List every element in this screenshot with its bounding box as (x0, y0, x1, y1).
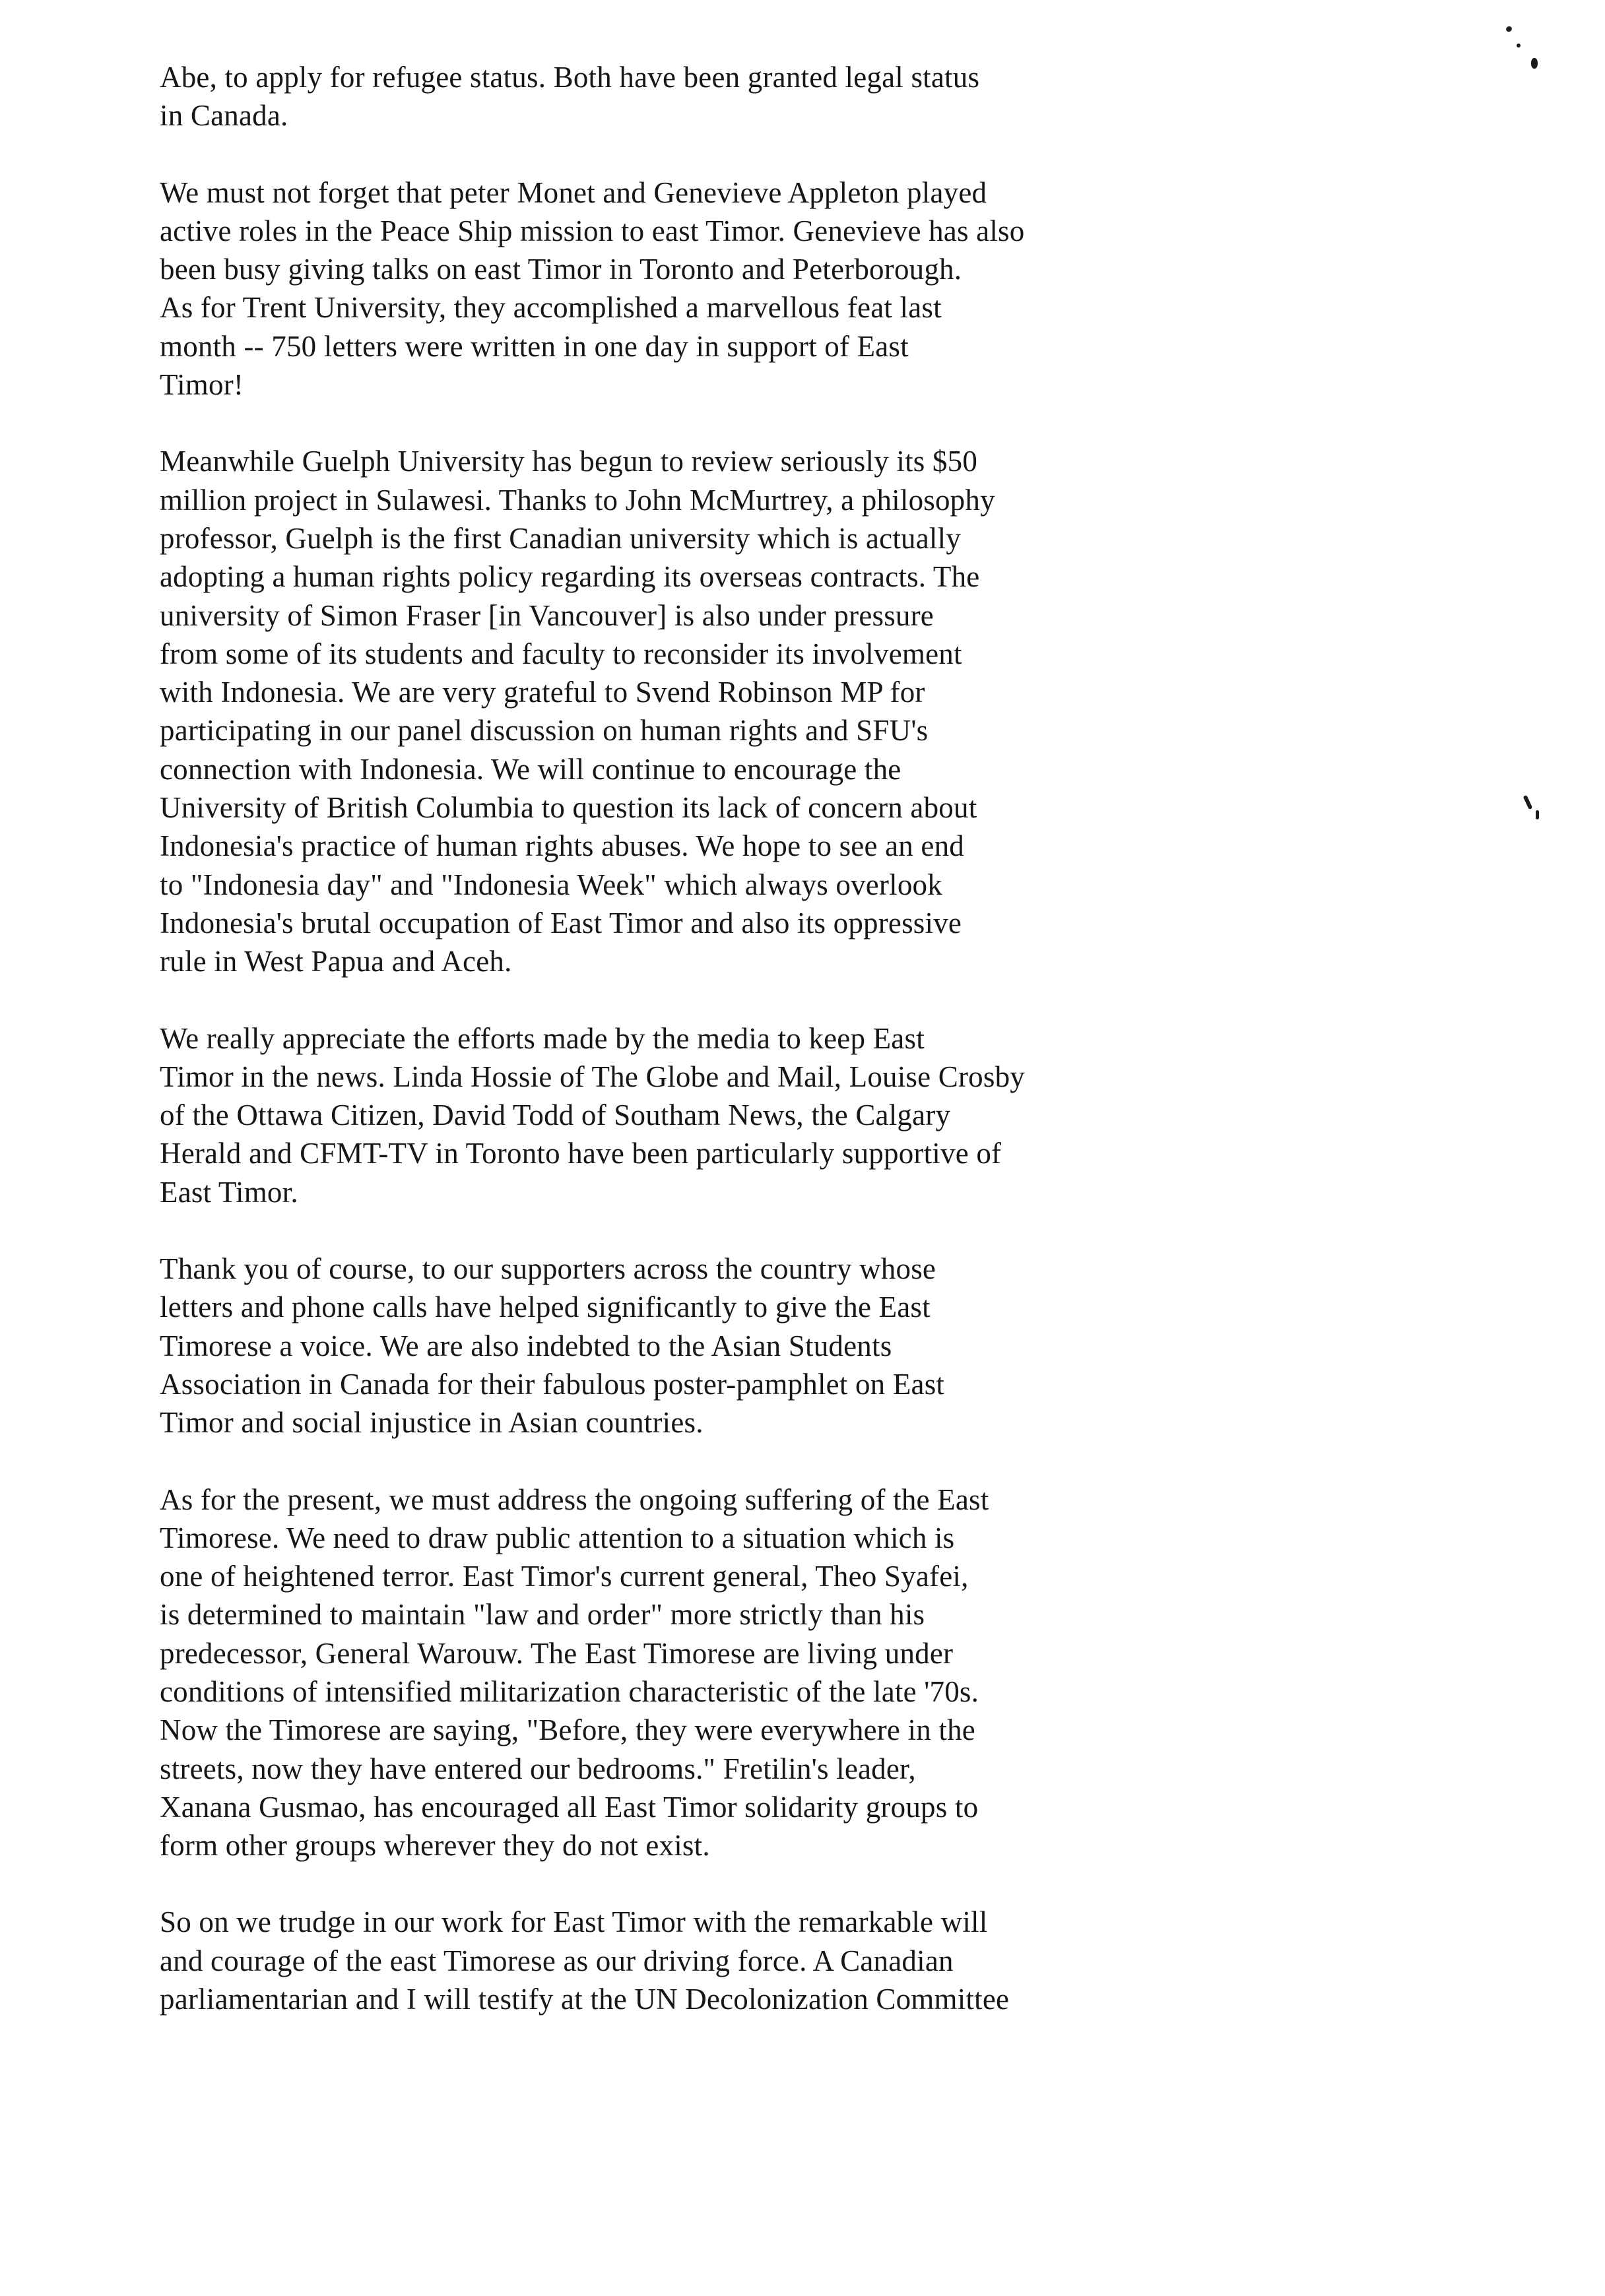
text-line: month -- 750 letters were written in one day in support of East (160, 329, 909, 363)
text-line: So on we trudge in our work for East Timor with the remarkable will (160, 1905, 988, 1939)
text-line: Abe, to apply for refugee status. Both have been granted legal status (160, 61, 980, 94)
text-line: As for the present, we must address the ongoing suffering of the East (160, 1483, 989, 1516)
text-line: We must not forget that peter Monet and Genevieve Appleton played (160, 175, 987, 209)
text-line: form other groups wherever they do not exist. (160, 1829, 710, 1863)
text-line: Meanwhile Guelph University has begun to review seriously its $50 (160, 445, 978, 478)
text-line: Association in Canada for their fabulous poster-pamphlet on East (160, 1367, 945, 1401)
paragraph-2 (160, 174, 1189, 404)
text-line: one of heightened terror. East Timor's current general, Theo Syafei, (160, 1560, 969, 1593)
paragraph-3 (160, 442, 1189, 980)
paragraph-4 (160, 1019, 1189, 1211)
text-line: Timorese a voice. We are also indebted to the Asian Students (160, 1329, 892, 1362)
text-line: with Indonesia. We are very grateful to Svend Robinson MP for (160, 676, 925, 709)
text-line: participating in our panel discussion on human rights and SFU's (160, 714, 929, 748)
text-line: conditions of intensified militarization characteristic of the late '70s. (160, 1674, 979, 1708)
text-line: Timor and social injustice in Asian countries. (160, 1406, 704, 1440)
text-line: university of Simon Fraser [in Vancouver] is also under pressure (160, 598, 934, 632)
text-line: rule in West Papua and Aceh. (160, 945, 512, 978)
text-line: parliamentarian and I will testify at the UN Decolonization Committee (160, 1983, 1010, 2016)
text-line: of the Ottawa Citizen, David Todd of Southam News, the Calgary (160, 1099, 951, 1132)
text-line: from some of its students and faculty to reconsider its involvement (160, 637, 962, 670)
text-line: We really appreciate the efforts made by the media to keep East (160, 1021, 925, 1055)
scan-speck-mark (1517, 44, 1521, 48)
scan-speck-mark (1523, 795, 1533, 810)
text-line: connection with Indonesia. We will continue to encourage the (160, 752, 901, 786)
text-line: and courage of the east Timorese as our driving force. A Canadian (160, 1944, 954, 1977)
text-line: Xanana Gusmao, has encouraged all East Timor solidarity groups to (160, 1790, 979, 1824)
text-line: in Canada. (160, 99, 288, 133)
paragraph-6 (160, 1481, 1189, 1865)
scan-speck-mark (1531, 58, 1538, 69)
text-line: Timor! (160, 368, 244, 402)
letter-body (160, 58, 1189, 2057)
paragraph-1 (160, 58, 1189, 135)
text-line: Timorese. We need to draw public attention to a situation which is (160, 1521, 955, 1554)
text-line: adopting a human rights policy regarding its overseas contracts. The (160, 560, 980, 594)
text-line: is determined to maintain "law and order" more strictly than his (160, 1598, 925, 1632)
text-line: Timor in the news. Linda Hossie of The Globe and Mail, Louise Crosby (160, 1060, 1025, 1093)
text-line: As for Trent University, they accomplished a marvellous feat last (160, 291, 942, 325)
text-line: Indonesia's practice of human rights abuses. We hope to see an end (160, 829, 964, 863)
text-line: million project in Sulawesi. Thanks to John McMurtrey, a philosophy (160, 483, 995, 517)
text-line: professor, Guelph is the first Canadian university which is actually (160, 521, 962, 555)
paragraph-7 (160, 1903, 1189, 2018)
text-line: University of British Columbia to question its lack of concern about (160, 791, 977, 825)
text-line: to "Indonesia day" and "Indonesia Week" which always overlook (160, 868, 942, 901)
text-line: been busy giving talks on east Timor in Toronto and Peterborough. (160, 253, 962, 286)
scan-speck-mark (1536, 810, 1539, 819)
paragraph-5 (160, 1250, 1189, 1442)
text-line: Now the Timorese are saying, "Before, they were everywhere in the (160, 1713, 975, 1747)
text-line: East Timor. (160, 1175, 298, 1209)
text-line: predecessor, General Warouw. The East Timorese are living under (160, 1636, 954, 1670)
text-line: Thank you of course, to our supporters across the country whose (160, 1252, 936, 1286)
text-line: letters and phone calls have helped significantly to give the East (160, 1291, 931, 1324)
scan-speck-mark (1505, 25, 1513, 32)
text-line: streets, now they have entered our bedrooms." Fretilin's leader, (160, 1752, 916, 1785)
text-line: Indonesia's brutal occupation of East Timor and also its oppressive (160, 906, 962, 940)
text-line: Herald and CFMT-TV in Toronto have been particularly supportive of (160, 1137, 1002, 1170)
text-line: active roles in the Peace Ship mission to east Timor. Genevieve has also (160, 214, 1025, 247)
